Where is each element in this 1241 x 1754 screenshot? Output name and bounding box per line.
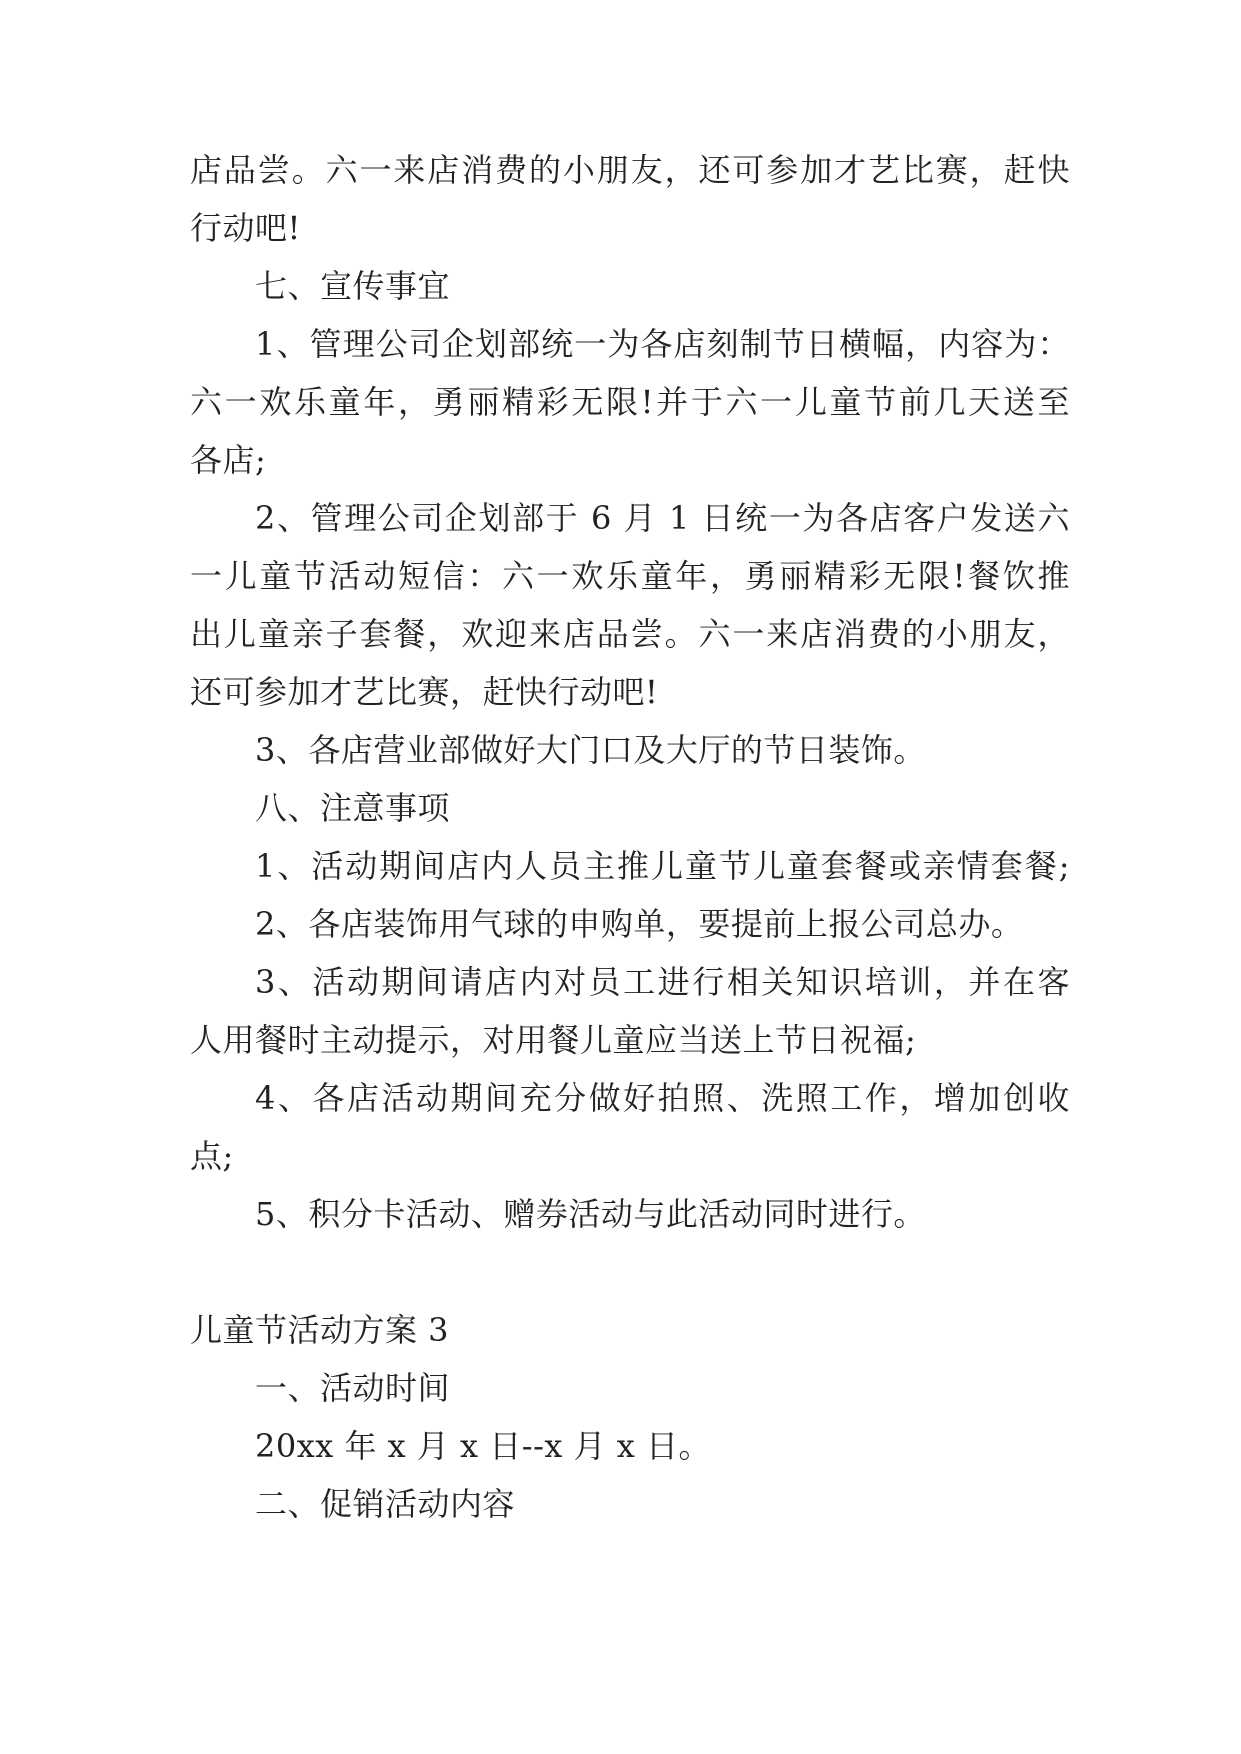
paragraph-line: 店品尝。六一来店消费的小朋友，还可参加才艺比赛，赶快 bbox=[190, 151, 1070, 189]
paragraph-line: 还可参加才艺比赛，赶快行动吧! bbox=[190, 673, 659, 711]
paragraph-line: 人用餐时主动提示，对用餐儿童应当送上节日祝福; bbox=[190, 1021, 917, 1059]
paragraph-line: 4、各店活动期间充分做好拍照、洗照工作，增加创收 bbox=[255, 1079, 1070, 1117]
section-heading: 一、活动时间 bbox=[255, 1369, 451, 1407]
paragraph-line: 2、管理公司企划部于 6 月 1 日统一为各店客户发送六 bbox=[255, 499, 1070, 537]
paragraph-line: 点; bbox=[190, 1137, 234, 1175]
section-heading: 七、宣传事宜 bbox=[255, 267, 451, 305]
paragraph-line: 行动吧! bbox=[190, 209, 301, 247]
paragraph-line: 1、活动期间店内人员主推儿童节儿童套餐或亲情套餐; bbox=[255, 847, 1070, 885]
paragraph-line: 2、各店装饰用气球的申购单，要提前上报公司总办。 bbox=[255, 905, 1024, 943]
section-heading: 八、注意事项 bbox=[255, 789, 451, 827]
section-heading: 二、促销活动内容 bbox=[255, 1485, 516, 1523]
paragraph-line: 出儿童亲子套餐，欢迎来店品尝。六一来店消费的小朋友， bbox=[190, 615, 1070, 653]
paragraph-line: 5、积分卡活动、赠券活动与此活动同时进行。 bbox=[255, 1195, 926, 1233]
paragraph-line: 1、管理公司企划部统一为各店刻制节日横幅，内容为： bbox=[255, 325, 1070, 363]
paragraph-line: 20xx 年 x 月 x 日--x 月 x 日。 bbox=[255, 1427, 712, 1465]
paragraph-line: 3、各店营业部做好大门口及大厅的节日装饰。 bbox=[255, 731, 926, 769]
paragraph-line: 六一欢乐童年，勇丽精彩无限!并于六一儿童节前几天送至 bbox=[190, 383, 1070, 421]
paragraph-line: 3、活动期间请店内对员工进行相关知识培训，并在客 bbox=[255, 963, 1070, 1001]
paragraph-line: 各店; bbox=[190, 441, 267, 479]
paragraph-line: 一儿童节活动短信：六一欢乐童年，勇丽精彩无限!餐饮推 bbox=[190, 557, 1070, 595]
document-title: 儿童节活动方案 3 bbox=[190, 1311, 450, 1349]
